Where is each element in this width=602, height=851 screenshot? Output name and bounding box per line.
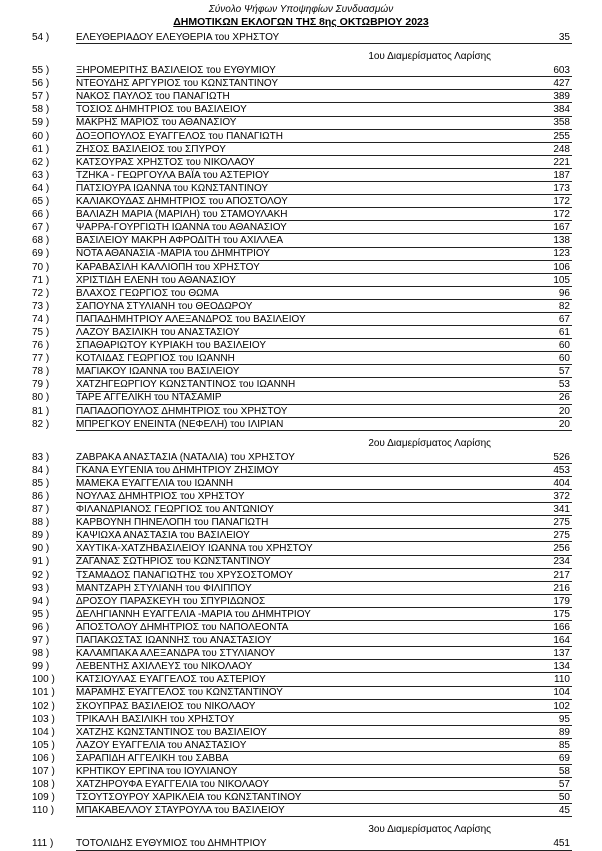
candidate-votes: 58: [558, 765, 570, 777]
candidate-number: 84 ): [32, 464, 50, 476]
candidate-number: 104 ): [32, 726, 55, 738]
candidate-votes: 67: [558, 313, 570, 325]
table-row: [0, 378, 602, 391]
candidate-votes: 69: [558, 752, 570, 764]
candidate-number: 54 ): [32, 32, 50, 43]
candidate-number: 95 ): [32, 608, 50, 620]
candidate-votes: 167: [553, 222, 570, 234]
candidate-votes: 451: [553, 838, 570, 850]
table-row: [0, 274, 602, 287]
candidate-votes: 187: [553, 169, 570, 181]
candidate-name: ΧΑΤΖΗΡΟΥΦΑ ΕΥΑΓΓΕΛΙΑ του ΝΙΚΟΛΑΟΥ: [76, 778, 572, 791]
candidate-number: 64 ): [32, 182, 50, 194]
candidate-name: ΧΑΤΖΗΣ ΚΩΝΣΤΑΝΤΙΝΟΣ του ΒΑΣΙΛΕΙΟΥ: [76, 726, 572, 739]
candidate-name: ΒΑΛΙΑΖΗ ΜΑΡΙΑ (ΜΑΡΙΛΗ) του ΣΤΑΜΟΥΛΑΚΗ: [76, 208, 572, 221]
candidate-number: 69 ): [32, 248, 50, 260]
table-row: [0, 595, 602, 608]
candidate-name: ΚΑΛΑΜΠΑΚΑ ΑΛΕΞΑΝΔΡΑ του ΣΤΥΛΙΑΝΟΥ: [76, 647, 572, 660]
candidate-name: ΚΑΤΣΙΟΥΛΑΣ ΕΥΑΓΓΕΛΟΣ του ΑΣΤΕΡΙΟΥ: [76, 673, 572, 686]
candidate-number: 87 ): [32, 504, 50, 516]
table-row: [0, 686, 602, 699]
candidate-votes: 35: [558, 32, 570, 43]
candidate-votes: 60: [558, 353, 570, 365]
candidate-name: ΧΑΤΖΗΓΕΩΡΓΙΟΥ ΚΩΝΣΤΑΝΤΙΝΟΣ του ΙΩΑΝΝΗ: [76, 378, 572, 391]
table-row: [0, 418, 602, 431]
candidate-number: 83 ): [32, 451, 50, 463]
table-row: [0, 542, 602, 555]
table-row: [0, 391, 602, 404]
table-row: [0, 752, 602, 765]
candidate-number: 71 ): [32, 274, 50, 286]
document-subtitle: ΔΗΜΟΤΙΚΩΝ ΕΚΛΟΓΩΝ ΤΗΣ 8ης ΟΚΤΩΒΡΙΟΥ 2023: [173, 16, 429, 28]
candidate-name: ΜΑΚΡΗΣ ΜΑΡΙΟΣ του ΑΘΑΝΑΣΙΟΥ: [76, 116, 572, 129]
candidate-number: 55 ): [32, 65, 50, 77]
candidate-name: ΠΑΠΑΚΩΣΤΑΣ ΙΩΑΝΝΗΣ του ΑΝΑΣΤΑΣΙΟΥ: [76, 634, 572, 647]
candidate-number: 94 ): [32, 595, 50, 607]
table-row: [0, 765, 602, 778]
candidate-number: 63 ): [32, 169, 50, 181]
table-row: [0, 31, 602, 44]
document-header: [0, 4, 602, 29]
table-row: [0, 464, 602, 477]
candidate-number: 70 ): [32, 261, 50, 273]
candidate-name: ΧΑΥΤΙΚΑ-ΧΑΤΖΗΒΑΣΙΛΕΙΟΥ ΙΩΑΝΝΑ του ΧΡΗΣΤΟΥ: [76, 542, 572, 555]
candidate-votes: 26: [558, 392, 570, 404]
candidate-number: 77 ): [32, 353, 50, 365]
candidate-votes: 20: [558, 418, 570, 430]
table-row: [0, 647, 602, 660]
table-row: [0, 503, 602, 516]
table-row: [0, 195, 602, 208]
candidate-number: 99 ): [32, 661, 50, 673]
candidate-number: 75 ): [32, 326, 50, 338]
table-row: [0, 490, 602, 503]
candidate-name: ΠΑΠΑΔΟΠΟΥΛΟΣ ΔΗΜΗΤΡΙΟΣ του ΧΡΗΣΤΟΥ: [76, 405, 572, 418]
candidate-votes: 275: [553, 517, 570, 529]
table-row: [0, 287, 602, 300]
candidate-votes: 134: [553, 661, 570, 673]
candidate-number: 90 ): [32, 543, 50, 555]
candidate-number: 91 ): [32, 556, 50, 568]
candidate-votes: 255: [553, 130, 570, 142]
candidate-votes: 110: [554, 674, 570, 686]
candidate-name: ΔΕΛΗΓΙΑΝΝΗ ΕΥΑΓΓΕΛΙΑ -ΜΑΡΙΑ του ΔΗΜΗΤΡΙΟΥ: [76, 608, 572, 621]
candidate-votes: 106: [553, 261, 570, 273]
candidate-number: 72 ): [32, 287, 50, 299]
candidate-votes: 85: [558, 739, 570, 751]
candidate-number: 110 ): [32, 805, 55, 817]
candidate-name: ΛΑΖΟΥ ΒΑΣΙΛΙΚΗ του ΑΝΑΣΤΑΣΙΟΥ: [76, 326, 572, 339]
candidate-votes: 603: [553, 65, 570, 77]
candidate-name: ΑΠΟΣΤΟΛΟΥ ΔΗΜΗΤΡΙΟΣ του ΝΑΠΟΛΕΟΝΤΑ: [76, 621, 572, 634]
table-row: [0, 634, 602, 647]
candidate-votes: 61: [558, 326, 570, 338]
candidate-number: 97 ): [32, 635, 50, 647]
candidate-name: ΝΑΚΟΣ ΠΑΥΛΟΣ του ΠΑΝΑΓΙΩΤΗ: [76, 90, 572, 103]
candidate-votes: 166: [553, 621, 570, 633]
table-row: [0, 791, 602, 804]
candidate-name: ΦΙΛΑΝΔΡΙΑΝΟΣ ΓΕΩΡΓΙΟΣ του ΑΝΤΩΝΙΟΥ: [76, 503, 572, 516]
candidate-number: 107 ): [32, 765, 55, 777]
table-row: [0, 247, 602, 260]
table-row: [0, 300, 602, 313]
candidate-name: ΣΠΑΘΑΡΙΩΤΟΥ ΚΥΡΙΑΚΗ του ΒΑΣΙΛΕΙΟΥ: [76, 339, 572, 352]
candidate-name: ΞΗΡΟΜΕΡΙΤΗΣ ΒΑΣΙΛΕΙΟΣ του ΕΥΘΥΜΙΟΥ: [76, 64, 572, 77]
table-row: [0, 405, 602, 418]
table-row: [0, 804, 602, 817]
candidate-votes: 175: [553, 608, 570, 620]
candidate-votes: 57: [558, 366, 570, 378]
table-row: [0, 726, 602, 739]
candidate-number: 79 ): [32, 379, 50, 391]
candidate-votes: 358: [553, 117, 570, 129]
candidate-name: ΖΗΣΟΣ ΒΑΣΙΛΕΙΟΣ του ΣΠΥΡΟΥ: [76, 143, 572, 156]
table-row: [0, 352, 602, 365]
candidate-number: 74 ): [32, 313, 50, 325]
candidate-votes: 20: [558, 405, 570, 417]
candidate-name: ΚΡΗΤΙΚΟΥ ΕΡΓΙΝΑ του ΙΟΥΛΙΑΝΟΥ: [76, 765, 572, 778]
candidate-name: ΚΟΤΛΙΔΑΣ ΓΕΩΡΓΙΟΣ του ΙΩΑΝΝΗ: [76, 352, 572, 365]
candidate-votes: 221: [553, 156, 570, 168]
table-row: [0, 103, 602, 116]
candidate-number: 80 ): [32, 392, 50, 404]
candidate-number: 105 ): [32, 739, 55, 751]
candidate-votes: 404: [553, 477, 570, 489]
table-row: [0, 451, 602, 464]
candidate-name: ΚΑΤΣΟΥΡΑΣ ΧΡΗΣΤΟΣ του ΝΙΚΟΛΑΟΥ: [76, 156, 572, 169]
table-row: [0, 582, 602, 595]
candidate-name: ΜΠΡΕΓΚΟΥ ΕΝΕΙΝΤΑ (ΝΕΦΕΛΗ) του ΙΛΙΡΙΑΝ: [76, 418, 572, 431]
candidate-name: ΠΑΤΣΙΟΥΡΑ ΙΩΑΝΝΑ του ΚΩΝΣΤΑΝΤΙΝΟΥ: [76, 182, 572, 195]
candidate-name: ΛΑΖΟΥ ΕΥΑΓΓΕΛΙΑ του ΑΝΑΣΤΑΣΙΟΥ: [76, 739, 572, 752]
candidate-number: 82 ): [32, 418, 50, 430]
candidate-name: ΒΑΣΙΛΕΙΟΥ ΜΑΚΡΗ ΑΦΡΟΔΙΤΗ του ΑΧΙΛΛΕΑ: [76, 234, 572, 247]
candidate-votes: 179: [553, 595, 570, 607]
candidate-name: ΔΟΞΟΠΟΥΛΟΣ ΕΥΑΓΓΕΛΟΣ του ΠΑΝΑΓΙΩΤΗ: [76, 130, 572, 143]
candidate-number: 89 ): [32, 530, 50, 542]
table-row: [0, 555, 602, 568]
table-row: [0, 673, 602, 686]
candidate-number: 86 ): [32, 491, 50, 502]
candidate-name: ΜΑΓΙΑΚΟΥ ΙΩΑΝΝΑ του ΒΑΣΙΛΕΙΟΥ: [76, 365, 572, 378]
candidate-votes: 137: [553, 648, 570, 660]
table-row: [0, 608, 602, 621]
candidate-votes: 50: [558, 792, 570, 804]
candidate-number: 67 ): [32, 222, 50, 234]
candidate-votes: 172: [553, 196, 570, 208]
candidate-name: ΤΡΙΚΑΛΗ ΒΑΣΙΛΙΚΗ του ΧΡΗΣΤΟΥ: [76, 713, 572, 726]
candidate-name: ΒΛΑΧΟΣ ΓΕΩΡΓΙΟΣ του ΘΩΜΑ: [76, 287, 572, 300]
candidate-votes: 95: [558, 713, 570, 725]
candidate-name: ΤΖΗΚΑ - ΓΕΩΡΓΟΥΛΑ ΒΑΪΑ του ΑΣΤΕΡΙΟΥ: [76, 169, 572, 182]
candidate-votes: 138: [553, 235, 570, 247]
candidate-number: 65 ): [32, 196, 50, 208]
candidate-votes: 384: [553, 104, 570, 116]
candidate-name: ΝΟΤΑ ΑΘΑΝΑΣΙΑ -ΜΑΡΙΑ του ΔΗΜΗΤΡΙΟΥ: [76, 247, 572, 260]
section-header: 2ου Διαμερίσματος Λαρίσης: [368, 437, 491, 449]
candidate-number: 98 ): [32, 648, 50, 660]
candidate-number: 60 ): [32, 130, 50, 142]
candidate-votes: 60: [558, 340, 570, 352]
candidate-name: ΣΑΡΑΠΙΔΗ ΑΓΓΕΛΙΚΗ του ΣΑΒΒΑ: [76, 752, 572, 765]
candidate-votes: 82: [558, 300, 570, 312]
candidate-name: ΕΛΕΥΘΕΡΙΑΔΟΥ ΕΛΕΥΘΕΡΙΑ του ΧΡΗΣΤΟΥ: [76, 31, 572, 44]
table-row: [0, 90, 602, 103]
document-title: Σύνολο Ψήφων Υποψηφίων Συνδυασμών: [208, 4, 394, 15]
section-header: 3ου Διαμερίσματος Λαρίσης: [368, 824, 491, 836]
candidate-number: 102 ): [32, 700, 55, 712]
candidate-name: ΚΑΛΙΑΚΟΥΔΑΣ ΔΗΜΗΤΡΙΟΣ του ΑΠΟΣΤΟΛΟΥ: [76, 195, 572, 208]
candidate-number: 81 ): [32, 405, 50, 417]
table-row: [0, 339, 602, 352]
candidate-votes: 102: [553, 700, 570, 712]
candidate-votes: 248: [553, 143, 570, 155]
table-row: [0, 221, 602, 234]
table-row: [0, 477, 602, 490]
candidate-number: 62 ): [32, 156, 50, 168]
table-row: [0, 116, 602, 129]
candidate-votes: 453: [553, 464, 570, 476]
candidate-name: ΨΑΡΡΑ-ΓΟΥΡΓΙΩΤΗ ΙΩΑΝΝΑ του ΑΘΑΝΑΣΙΟΥ: [76, 221, 572, 234]
candidate-votes: 234: [553, 556, 570, 568]
candidate-number: 56 ): [32, 78, 50, 90]
candidate-name: ΔΡΟΣΟΥ ΠΑΡΑΣΚΕΥΗ του ΣΠΥΡΙΔΩΝΟΣ: [76, 595, 572, 608]
table-row: [0, 64, 602, 77]
candidate-votes: 389: [553, 91, 570, 103]
candidate-name: ΖΑΒΡΑΚΑ ΑΝΑΣΤΑΣΙΑ (ΝΑΤΑΛΙΑ) του ΧΡΗΣΤΟΥ: [76, 451, 572, 464]
table-row: [0, 365, 602, 378]
table-row: [0, 529, 602, 542]
candidate-votes: 105: [553, 274, 570, 286]
table-row: [0, 569, 602, 582]
candidate-number: 108 ): [32, 779, 55, 791]
table-row: [0, 313, 602, 326]
candidate-votes: 275: [553, 530, 570, 542]
candidate-name: ΤΟΤΟΛΙΔΗΣ ΕΥΘΥΜΙΟΣ του ΔΗΜΗΤΡΙΟΥ: [76, 837, 572, 850]
candidate-name: ΛΕΒΕΝΤΗΣ ΑΧΙΛΛΕΥΣ του ΝΙΚΟΛΑΟΥ: [76, 660, 572, 673]
table-row: [0, 156, 602, 169]
table-row: [0, 169, 602, 182]
candidate-name: ΠΑΠΑΔΗΜΗΤΡΙΟΥ ΑΛΕΞΑΝΔΡΟΣ του ΒΑΣΙΛΕΙΟΥ: [76, 313, 572, 326]
candidate-number: 57 ): [32, 91, 50, 103]
candidate-votes: 217: [553, 569, 570, 581]
candidate-number: 93 ): [32, 582, 50, 594]
table-row: [0, 182, 602, 195]
candidate-votes: 45: [558, 805, 570, 817]
candidate-votes: 164: [553, 635, 570, 647]
candidate-votes: 53: [558, 379, 570, 391]
candidate-name: ΣΑΠΟΥΝΑ ΣΤΥΛΙΑΝΗ του ΘΕΟΔΩΡΟΥ: [76, 300, 572, 313]
candidate-votes: 372: [553, 491, 570, 502]
candidate-number: 103 ): [32, 713, 55, 725]
candidate-number: 111 ): [32, 838, 54, 850]
candidate-name: ΤΣΟΥΤΣΟΥΡΟΥ ΧΑΡΙΚΛΕΙΑ του ΚΩΝΣΤΑΝΤΙΝΟΥ: [76, 791, 572, 804]
candidate-number: 68 ): [32, 235, 50, 247]
candidate-number: 59 ): [32, 117, 50, 129]
candidate-number: 96 ): [32, 621, 50, 633]
candidate-name: ΚΑΡΑΒΑΣΙΛΗ ΚΑΛΛΙΟΠΗ του ΧΡΗΣΤΟΥ: [76, 261, 572, 274]
candidate-number: 101 ): [32, 687, 55, 699]
table-row: [0, 713, 602, 726]
candidate-votes: 526: [553, 451, 570, 463]
table-row: [0, 261, 602, 274]
candidate-number: 58 ): [32, 104, 50, 116]
candidate-name: ΤΟΣΙΟΣ ΔΗΜΗΤΡΙΟΣ του ΒΑΣΙΛΕΙΟΥ: [76, 103, 572, 116]
table-row: [0, 739, 602, 752]
candidate-name: ΜΑΡΑΜΗΣ ΕΥΑΓΓΕΛΟΣ του ΚΩΝΣΤΑΝΤΙΝΟΥ: [76, 686, 572, 699]
candidate-votes: 427: [553, 78, 570, 90]
candidate-number: 78 ): [32, 366, 50, 378]
results-table: [0, 31, 602, 850]
candidate-name: ΚΑΡΒΟΥΝΗ ΠΗΝΕΛΟΠΗ του ΠΑΝΑΓΙΩΤΗ: [76, 516, 572, 529]
candidate-name: ΜΑΝΤΖΑΡΗ ΣΤΥΛΙΑΝΗ του ΦΙΛΙΠΠΟΥ: [76, 582, 572, 595]
candidate-name: ΜΑΜΕΚΑ ΕΥΑΓΓΕΛΙΑ του ΙΩΑΝΝΗ: [76, 477, 572, 490]
candidate-votes: 89: [558, 726, 570, 738]
candidate-number: 66 ): [32, 209, 50, 221]
candidate-number: 85 ): [32, 477, 50, 489]
table-row: [0, 778, 602, 791]
candidate-number: 92 ): [32, 569, 50, 581]
table-row: [0, 516, 602, 529]
candidate-votes: 216: [553, 582, 570, 594]
candidate-number: 61 ): [32, 143, 50, 155]
candidate-number: 109 ): [32, 792, 55, 804]
candidate-number: 100 ): [32, 674, 55, 686]
table-row: [0, 700, 602, 713]
candidate-name: ΤΑΡΕ ΑΓΓΕΛΙΚΗ του ΝΤΑΣΑΜΙΡ: [76, 391, 572, 404]
candidate-number: 88 ): [32, 517, 50, 529]
table-row: [0, 621, 602, 634]
candidate-name: ΜΠΑΚΑΒΕΛΛΟΥ ΣΤΑΥΡΟΥΛΑ του ΒΑΣΙΛΕΙΟΥ: [76, 804, 572, 817]
table-row: [0, 77, 602, 90]
candidate-votes: 341: [553, 504, 570, 516]
candidate-name: ΤΣΑΜΑΔΟΣ ΠΑΝΑΓΙΩΤΗΣ του ΧΡΥΣΟΣΤΟΜΟΥ: [76, 569, 572, 582]
candidate-votes: 173: [553, 182, 570, 194]
candidate-votes: 57: [558, 779, 570, 791]
candidate-number: 106 ): [32, 752, 55, 764]
candidate-number: 73 ): [32, 300, 50, 312]
table-row: [0, 234, 602, 247]
candidate-votes: 104: [553, 687, 570, 699]
table-row: [0, 143, 602, 156]
candidate-number: 76 ): [32, 340, 50, 352]
section-header: 1ου Διαμερίσματος Λαρίσης: [368, 51, 491, 63]
candidate-name: ΖΑΓΑΝΑΣ ΣΩΤΗΡΙΟΣ του ΚΩΝΣΤΑΝΤΙΝΟΥ: [76, 555, 572, 568]
table-row: [0, 326, 602, 339]
candidate-name: ΚΑΨΙΩΧΑ ΑΝΑΣΤΑΣΙΑ του ΒΑΣΙΛΕΙΟΥ: [76, 529, 572, 542]
candidate-votes: 172: [553, 209, 570, 221]
candidate-name: ΝΟΥΛΑΣ ΔΗΜΗΤΡΙΟΣ του ΧΡΗΣΤΟΥ: [76, 490, 572, 503]
candidate-votes: 123: [553, 248, 570, 260]
candidate-name: ΝΤΕΟΥΔΗΣ ΑΡΓΥΡΙΟΣ του ΚΩΝΣΤΑΝΤΙΝΟΥ: [76, 77, 572, 90]
table-row: [0, 130, 602, 143]
table-row: [0, 660, 602, 673]
candidate-name: ΓΚΑΝΑ ΕΥΓΕΝΙΑ του ΔΗΜΗΤΡΙΟΥ ΖΗΣΙΜΟΥ: [76, 464, 572, 477]
table-row: [0, 208, 602, 221]
candidate-name: ΧΡΙΣΤΙΔΗ ΕΛΕΝΗ του ΑΘΑΝΑΣΙΟΥ: [76, 274, 572, 287]
candidate-name: ΣΚΟΥΠΡΑΣ ΒΑΣΙΛΕΙΟΣ του ΝΙΚΟΛΑΟΥ: [76, 700, 572, 713]
candidate-votes: 256: [553, 543, 570, 555]
candidate-votes: 96: [558, 287, 570, 299]
